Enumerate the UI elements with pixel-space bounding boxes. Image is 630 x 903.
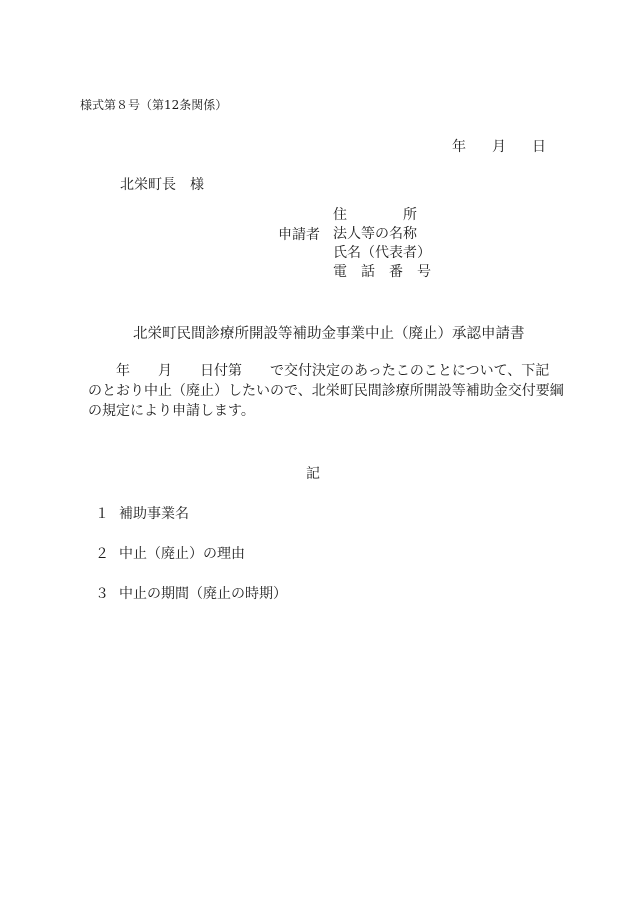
list-item [95,503,189,523]
list-item [95,543,245,563]
ki-heading: 記 [306,466,320,482]
date-day: 日 [532,139,546,155]
body-line-3: の規定により申請します。 [88,403,255,419]
item-number: ３ [95,586,109,602]
body-line-2: のとおり中止（廃止）したいので、北栄町民間診療所開設等補助金交付要綱 [88,383,564,399]
field-phone-number: 電 話 番 号 [333,264,431,280]
body-line-1: 年 月 日付第 で交付決定のあったこのことについて、下記 [88,363,550,379]
addressee: 北栄町長 様 [120,177,204,193]
body-paragraph [88,361,564,421]
applicant-label: 申請者 [278,227,320,243]
date-year: 年 [452,139,466,155]
applicant-fields [333,206,431,282]
item-label: 補助事業名 [119,506,189,522]
item-label: 中止の期間（廃止の時期） [119,586,287,602]
field-address: 住 所 [333,207,417,223]
date-line [452,136,546,156]
date-month: 月 [492,139,506,155]
item-label: 中止（廃止）の理由 [119,546,245,562]
list-item [95,583,287,603]
field-corporation-name: 法人等の名称 [333,226,417,242]
item-number: １ [95,506,109,522]
form-number: 様式第８号（第12条関係） [80,98,228,112]
document-title: 北栄町民間診療所開設等補助金事業中止（廃止）承認申請書 [133,326,525,342]
field-representative-name: 氏名（代表者） [333,245,431,261]
item-number: ２ [95,546,109,562]
